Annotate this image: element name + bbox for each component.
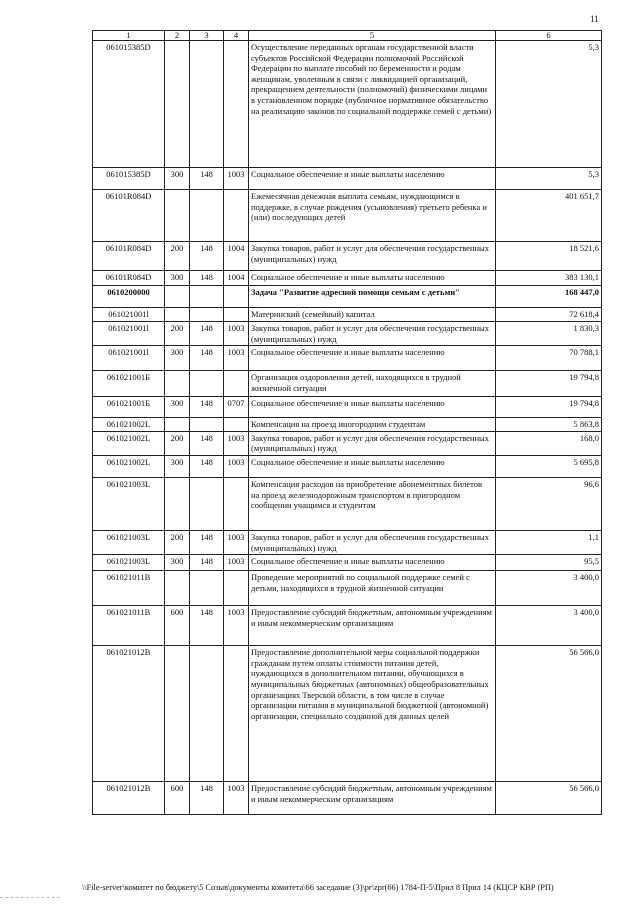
expense-type-cell: 300 <box>165 271 190 286</box>
description-cell: Предоставление дополнительной меры социальной поддержки гражданам путем оплаты стоимости питания детей, нуждающихся в дополнительном питании, обучающихся в муниципальных бюджетных (автономных) общеобразовательных организациях Тверской области, в том числе в случае организации питания в муниципальной бюджетной (автономной) организации, специально созданной для данных целей <box>249 646 496 782</box>
section-code-cell <box>224 418 249 432</box>
department-cell: 148 <box>190 271 224 286</box>
expense-type-cell: 300 <box>165 455 190 477</box>
department-cell <box>190 41 224 168</box>
expense-type-cell: 200 <box>165 322 190 346</box>
amount-cell: 1,1 <box>496 530 602 554</box>
page-edge-divider <box>0 897 60 898</box>
amount-cell: 95,5 <box>496 555 602 571</box>
amount-cell: 5 863,8 <box>496 418 602 432</box>
description-cell: Закупка товаров, работ и услуг для обеспечения государственных (муниципальных) нужд <box>249 322 496 346</box>
expense-type-cell: 300 <box>165 346 190 371</box>
section-code-cell <box>224 308 249 322</box>
amount-cell: 72 618,4 <box>496 308 602 322</box>
expense-type-cell: 300 <box>165 397 190 418</box>
table-row <box>93 308 602 322</box>
section-code-cell: 1004 <box>224 271 249 286</box>
section-code-cell: 1003 <box>224 530 249 554</box>
amount-cell: 1 830,3 <box>496 322 602 346</box>
amount-cell: 19 794,8 <box>496 397 602 418</box>
expense-type-cell <box>165 286 190 308</box>
department-cell <box>190 308 224 322</box>
table-row <box>93 322 602 346</box>
column-header: 4 <box>224 31 249 41</box>
table-row <box>93 168 602 190</box>
budget-code-cell: 061021012B <box>93 782 165 815</box>
section-code-cell: 1004 <box>224 242 249 271</box>
department-cell: 148 <box>190 455 224 477</box>
description-cell: Социальное обеспечение и иные выплаты населению <box>249 271 496 286</box>
description-cell: Закупка товаров, работ и услуг для обеспечения государственных (муниципальных) нужд <box>249 242 496 271</box>
amount-cell: 56 566,0 <box>496 782 602 815</box>
file-path-footer: \\File-server\комитет по бюджету\5 Созыв\документы комитета\66 заседание (3)\pr\zpr(66) 1784-П-5\Прил 8 Прил 14 (КЦСР КВР (РП) <box>82 883 554 892</box>
page-number: 11 <box>590 14 599 24</box>
expense-type-cell: 300 <box>165 555 190 571</box>
amount-cell: 5,3 <box>496 168 602 190</box>
expense-type-cell <box>165 646 190 782</box>
department-cell <box>190 418 224 432</box>
expense-type-cell <box>165 418 190 432</box>
table-row <box>93 530 602 554</box>
table-row <box>93 242 602 271</box>
department-cell: 148 <box>190 242 224 271</box>
section-code-cell: 1003 <box>224 322 249 346</box>
budget-code-cell: 061021003L <box>93 530 165 554</box>
amount-cell: 96,6 <box>496 477 602 530</box>
amount-cell: 70 788,1 <box>496 346 602 371</box>
amount-cell: 401 651,7 <box>496 190 602 242</box>
budget-code-cell: 06101R084D <box>93 271 165 286</box>
expense-type-cell: 200 <box>165 530 190 554</box>
table-row <box>93 555 602 571</box>
table-row <box>93 477 602 530</box>
expense-type-cell: 200 <box>165 431 190 455</box>
department-cell: 148 <box>190 322 224 346</box>
amount-cell: 5,3 <box>496 41 602 168</box>
table-row <box>93 455 602 477</box>
department-cell: 148 <box>190 555 224 571</box>
section-code-cell: 1003 <box>224 168 249 190</box>
budget-code-cell: 061021002L <box>93 418 165 432</box>
department-cell <box>190 571 224 606</box>
budget-code-cell: 061021001l <box>93 346 165 371</box>
budget-code-cell: 061015385D <box>93 168 165 190</box>
section-code-cell <box>224 286 249 308</box>
department-cell <box>190 646 224 782</box>
budget-code-cell: 06101R084D <box>93 190 165 242</box>
amount-cell: 3 400,0 <box>496 606 602 646</box>
section-code-cell <box>224 646 249 782</box>
amount-cell: 168 447,0 <box>496 286 602 308</box>
budget-code-cell: 061021002L <box>93 455 165 477</box>
table-row <box>93 646 602 782</box>
column-header: 3 <box>190 31 224 41</box>
expense-type-cell <box>165 308 190 322</box>
description-cell: Организация оздоровления детей, находящихся в трудной жизненной ситуации <box>249 371 496 397</box>
department-cell: 148 <box>190 530 224 554</box>
expense-type-cell <box>165 477 190 530</box>
amount-cell: 18 521,6 <box>496 242 602 271</box>
section-code-cell <box>224 477 249 530</box>
department-cell <box>190 371 224 397</box>
budget-code-cell: 061021001Б <box>93 397 165 418</box>
department-cell: 148 <box>190 346 224 371</box>
description-cell: Осуществление переданных органам государственной власти субъектов Российской Федерации полномочий Российской Федерации по выплате пособий по беременности и родам женщинам, уволенным в связи с ликвидацией организаций, прекращением деятельности (полномочий) физическими лицами в установленном порядке (публичное нормативное обязательство на реализацию законов по социальной поддержке семей с детьми) <box>249 41 496 168</box>
description-cell: Социальное обеспечение и иные выплаты населению <box>249 555 496 571</box>
expense-type-cell: 300 <box>165 168 190 190</box>
department-cell <box>190 286 224 308</box>
expense-type-cell: 200 <box>165 242 190 271</box>
department-cell <box>190 190 224 242</box>
table-row <box>93 397 602 418</box>
amount-cell: 168,0 <box>496 431 602 455</box>
amount-cell: 383 130,1 <box>496 271 602 286</box>
department-cell: 148 <box>190 168 224 190</box>
table-row <box>93 782 602 815</box>
budget-code-cell: 061015385D <box>93 41 165 168</box>
description-cell: Социальное обеспечение и иные выплаты населению <box>249 455 496 477</box>
description-cell: Ежемесячная денежная выплата семьям, нуждающимся в поддержке, в случае рождения (усыновления) третьего ребенка и (или) последующих детей <box>249 190 496 242</box>
budget-code-cell: 061021001l <box>93 308 165 322</box>
table-row <box>93 286 602 308</box>
section-code-cell <box>224 371 249 397</box>
description-cell: Социальное обеспечение и иные выплаты населению <box>249 168 496 190</box>
budget-code-cell: 061021001l <box>93 322 165 346</box>
budget-table <box>92 30 602 815</box>
table-row <box>93 41 602 168</box>
department-cell: 148 <box>190 397 224 418</box>
description-cell: Социальное обеспечение и иные выплаты населению <box>249 397 496 418</box>
budget-code-cell: 061021003L <box>93 555 165 571</box>
budget-code-cell: 061021011B <box>93 571 165 606</box>
section-code-cell: 1003 <box>224 606 249 646</box>
section-code-cell: 1003 <box>224 346 249 371</box>
department-cell: 148 <box>190 782 224 815</box>
table-row <box>93 371 602 397</box>
section-code-cell <box>224 190 249 242</box>
description-cell: Компенсация расходов на приобретение абонементных билетов на проезд железнодорожным транспортом в пригородном сообщении учащимся и студентам <box>249 477 496 530</box>
budget-code-cell: 061021002L <box>93 431 165 455</box>
table-row <box>93 571 602 606</box>
column-header: 6 <box>496 31 602 41</box>
expense-type-cell: 600 <box>165 782 190 815</box>
description-cell: Проведение мероприятий по социальной поддержке семей с детьми, находящихся в трудной жизненной ситуации <box>249 571 496 606</box>
department-cell <box>190 477 224 530</box>
expense-type-cell <box>165 41 190 168</box>
description-cell: Закупка товаров, работ и услуг для обеспечения государственных (муниципальных) нужд <box>249 530 496 554</box>
description-cell: Социальное обеспечение и иные выплаты населению <box>249 346 496 371</box>
column-header: 1 <box>93 31 165 41</box>
expense-type-cell <box>165 571 190 606</box>
expense-type-cell: 600 <box>165 606 190 646</box>
budget-code-cell: 06101R084D <box>93 242 165 271</box>
section-code-cell: 1003 <box>224 455 249 477</box>
section-code-cell: 1003 <box>224 555 249 571</box>
table-row <box>93 606 602 646</box>
table-row <box>93 418 602 432</box>
description-cell: Задача "Развитие адресной помощи семьям с детьми" <box>249 286 496 308</box>
budget-code-cell: 061021012B <box>93 646 165 782</box>
department-cell: 148 <box>190 606 224 646</box>
table-row <box>93 190 602 242</box>
budget-code-cell: 061021003L <box>93 477 165 530</box>
description-cell: Предоставление субсидий бюджетным, автономным учреждениям и иным некоммерческим организациям <box>249 782 496 815</box>
description-cell: Закупка товаров, работ и услуг для обеспечения государственных (муниципальных) нужд <box>249 431 496 455</box>
column-header: 2 <box>165 31 190 41</box>
amount-cell: 19 794,8 <box>496 371 602 397</box>
department-cell: 148 <box>190 431 224 455</box>
budget-code-cell: 0610200000 <box>93 286 165 308</box>
expense-type-cell <box>165 371 190 397</box>
table-row <box>93 431 602 455</box>
section-code-cell: 1003 <box>224 782 249 815</box>
budget-code-cell: 061021001Б <box>93 371 165 397</box>
budget-code-cell: 061021011B <box>93 606 165 646</box>
description-cell: Материнский (семейный) капитал <box>249 308 496 322</box>
column-header: 5 <box>249 31 496 41</box>
amount-cell: 5 695,8 <box>496 455 602 477</box>
amount-cell: 3 400,0 <box>496 571 602 606</box>
column-number-row <box>93 31 602 41</box>
section-code-cell <box>224 571 249 606</box>
description-cell: Предоставление субсидий бюджетным, автономным учреждениям и иным некоммерческим организациям <box>249 606 496 646</box>
amount-cell: 56 566,0 <box>496 646 602 782</box>
expense-type-cell <box>165 190 190 242</box>
description-cell: Компенсация на проезд иногородним студентам <box>249 418 496 432</box>
section-code-cell <box>224 41 249 168</box>
table-row <box>93 271 602 286</box>
section-code-cell: 1003 <box>224 431 249 455</box>
section-code-cell: 0707 <box>224 397 249 418</box>
table-row <box>93 346 602 371</box>
